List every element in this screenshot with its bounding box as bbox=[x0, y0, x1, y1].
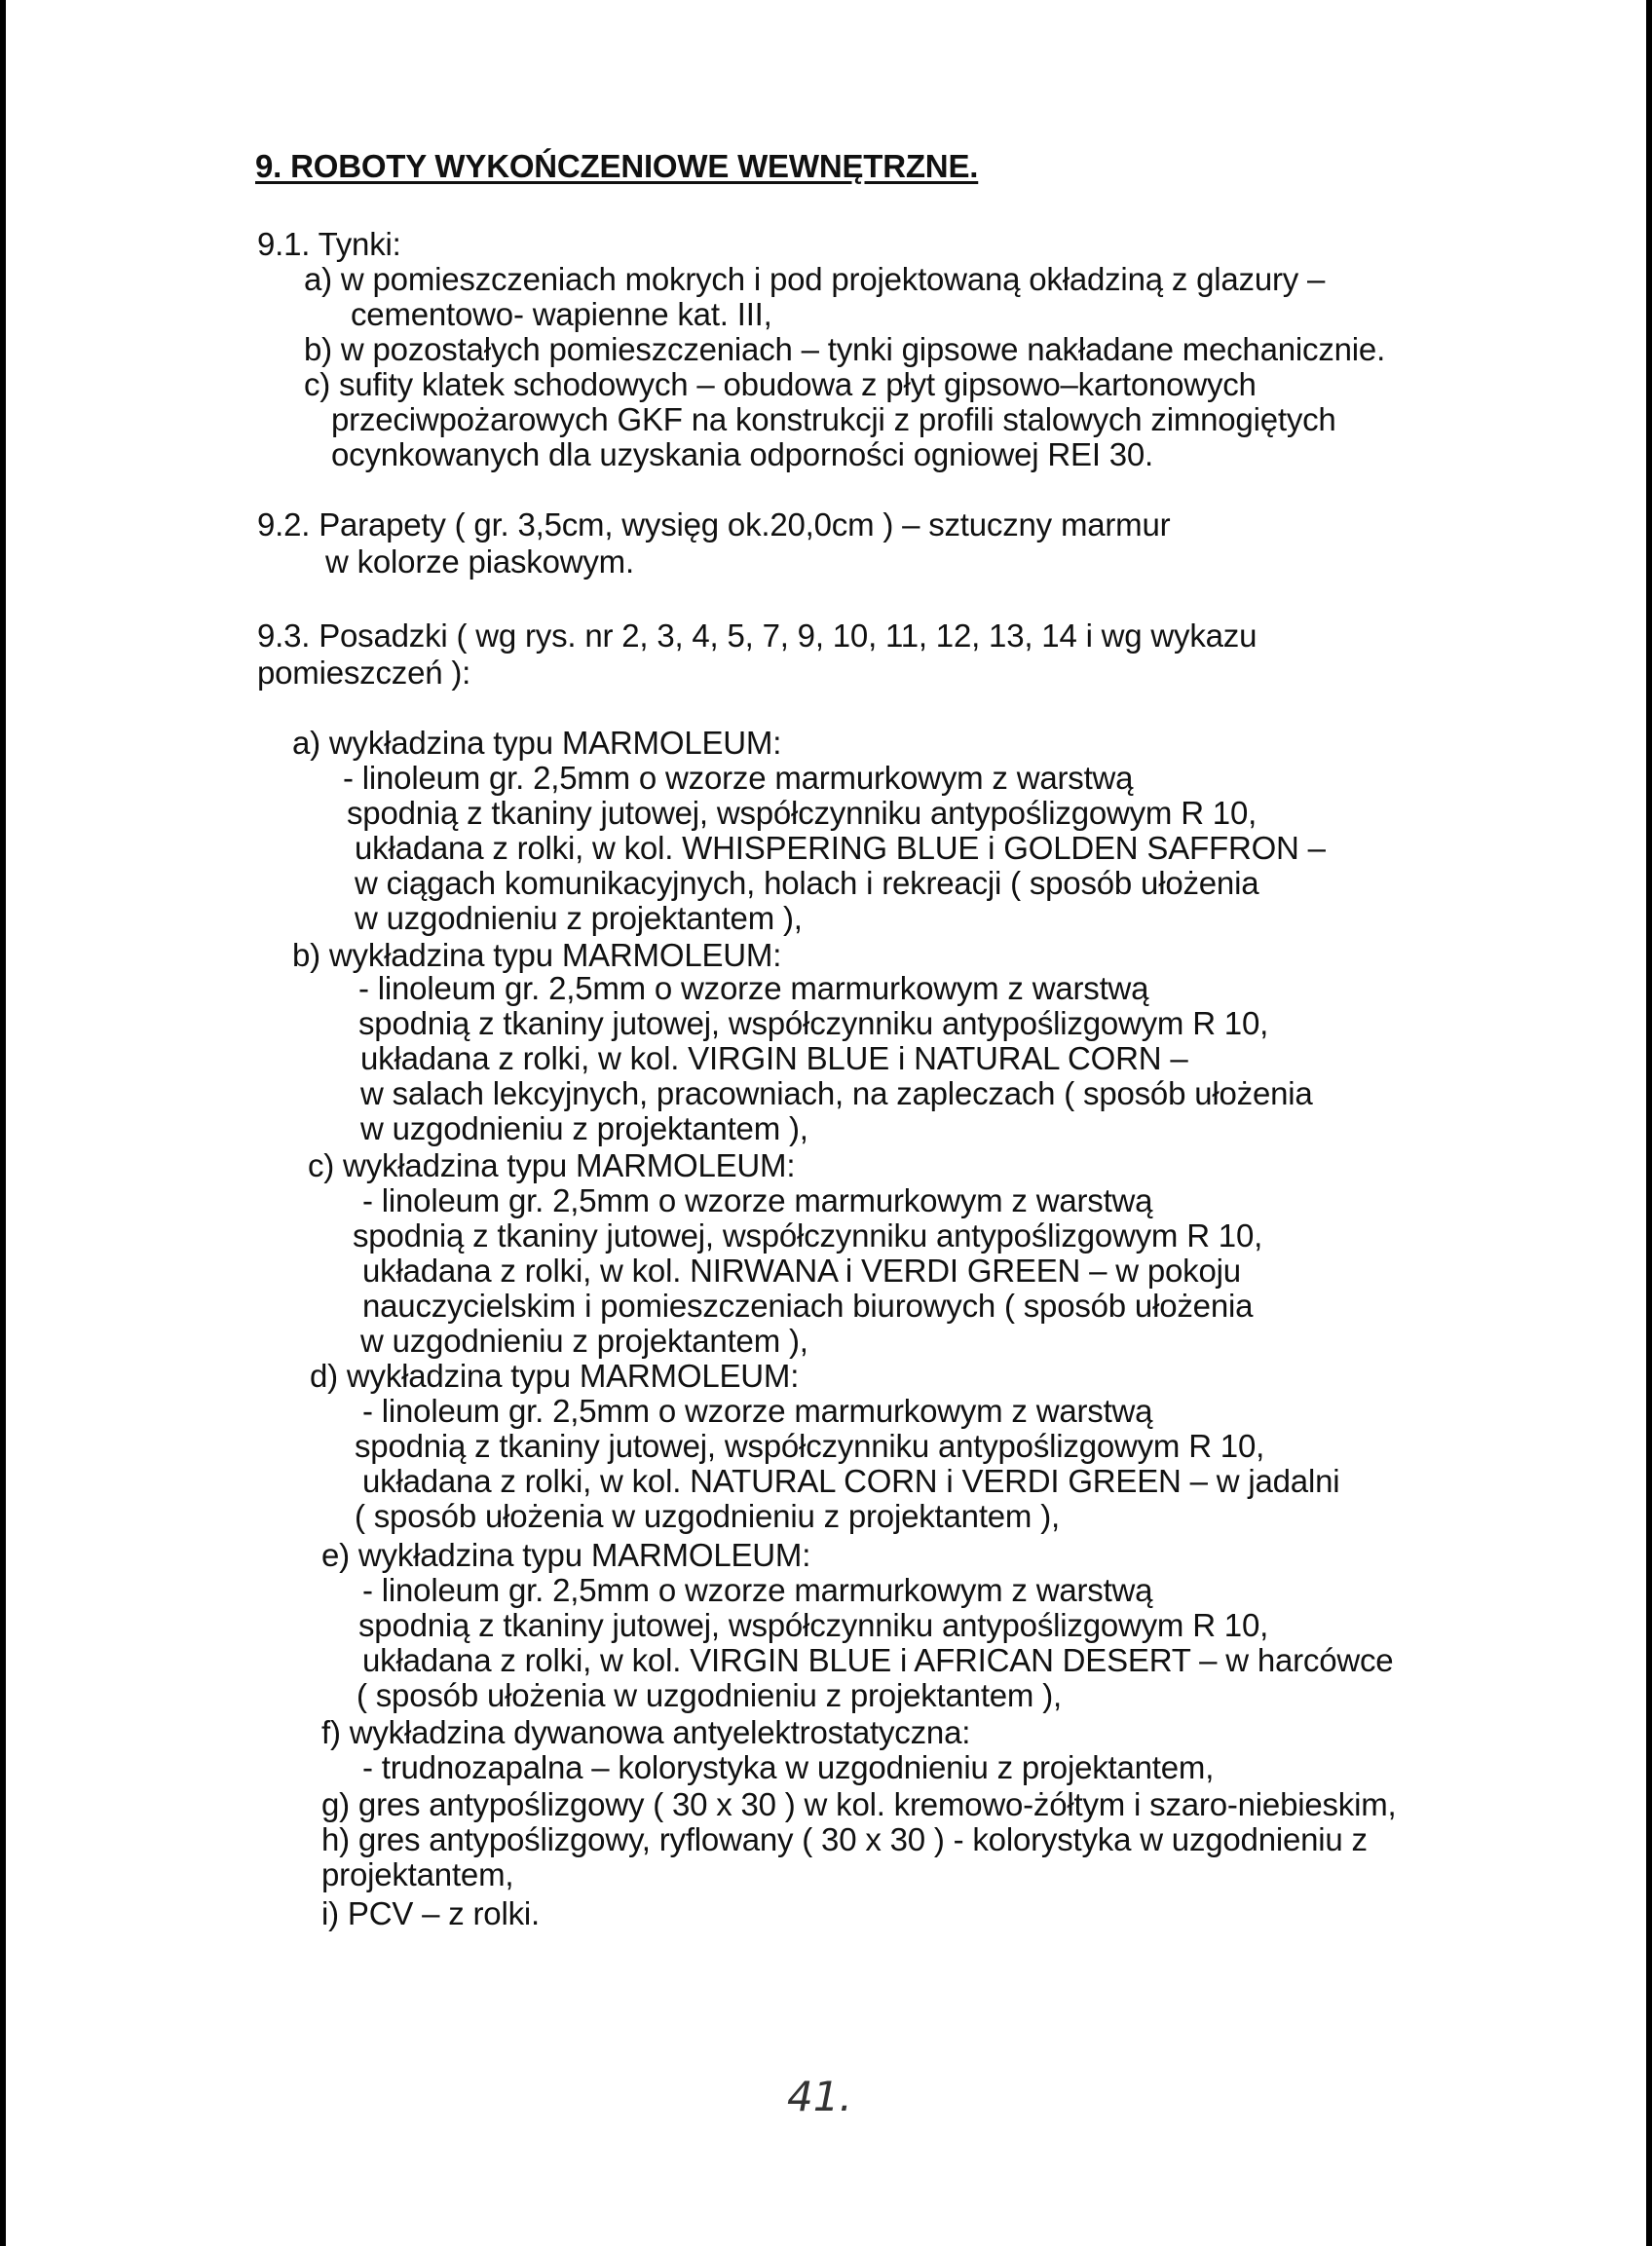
text-line: - linoleum gr. 2,5mm o wzorze marmurkowym z warstwą bbox=[362, 1393, 1153, 1429]
text-line: - linoleum gr. 2,5mm o wzorze marmurkowym z warstwą bbox=[362, 1182, 1153, 1218]
text-line: c) wykładzina typu MARMOLEUM: bbox=[308, 1147, 796, 1183]
text-line: w ciągach komunikacyjnych, holach i rekreacji ( sposób ułożenia bbox=[355, 865, 1259, 901]
text-line: - trudnozapalna – kolorystyka w uzgodnieniu z projektantem, bbox=[362, 1749, 1215, 1785]
text-line: projektantem, bbox=[321, 1856, 514, 1892]
text-line: cementowo- wapienne kat. III, bbox=[351, 296, 772, 332]
text-line: a) wykładzina typu MARMOLEUM: bbox=[292, 725, 782, 761]
text-line: układana z rolki, w kol. VIRGIN BLUE i AFRICAN DESERT – w harcówce bbox=[362, 1642, 1394, 1678]
text-line: 9.2. Parapety ( gr. 3,5cm, wysięg ok.20,0cm ) – sztuczny marmur bbox=[257, 506, 1171, 543]
text-line: układana z rolki, w kol. WHISPERING BLUE i GOLDEN SAFFRON – bbox=[355, 830, 1326, 866]
text-line: - linoleum gr. 2,5mm o wzorze marmurkowym z warstwą bbox=[343, 760, 1134, 796]
text-line: spodnią z tkaniny jutowej, współczynniku antypoślizgowym R 10, bbox=[358, 1607, 1269, 1643]
text-line: w kolorze piaskowym. bbox=[325, 543, 634, 580]
text-line: 9.1. Tynki: bbox=[257, 226, 401, 262]
text-line: w salach lekcyjnych, pracowniach, na zapleczach ( sposób ułożenia bbox=[360, 1075, 1313, 1111]
text-line: h) gres antypoślizgowy, ryflowany ( 30 x 30 ) - kolorystyka w uzgodnieniu z bbox=[321, 1821, 1368, 1857]
text-line: i) PCV – z rolki. bbox=[321, 1895, 540, 1931]
text-line: spodnią z tkaniny jutowej, współczynniku antypoślizgowym R 10, bbox=[353, 1217, 1263, 1254]
text-line: c) sufity klatek schodowych – obudowa z płyt gipsowo–kartonowych bbox=[304, 366, 1257, 402]
text-line: a) w pomieszczeniach mokrych i pod projektowaną okładziną z glazury – bbox=[304, 261, 1326, 297]
text-line: pomieszczeń ): bbox=[257, 655, 471, 691]
text-line: g) gres antypoślizgowy ( 30 x 30 ) w kol. kremowo-żółtym i szaro-niebieskim, bbox=[321, 1786, 1397, 1822]
text-line: b) wykładzina typu MARMOLEUM: bbox=[292, 937, 782, 973]
text-line: w uzgodnieniu z projektantem ), bbox=[355, 900, 803, 936]
text-line: - linoleum gr. 2,5mm o wzorze marmurkowym z warstwą bbox=[358, 970, 1149, 1006]
text-line: b) w pozostałych pomieszczeniach – tynki gipsowe nakładane mechanicznie. bbox=[304, 331, 1386, 367]
text-line: e) wykładzina typu MARMOLEUM: bbox=[321, 1537, 811, 1573]
scan-edge-left bbox=[0, 0, 6, 2246]
text-line: spodnią z tkaniny jutowej, współczynniku antypoślizgowym R 10, bbox=[355, 1428, 1265, 1464]
page-number: 41. bbox=[787, 2073, 852, 2120]
text-line: nauczycielskim i pomieszczeniach biurowych ( sposób ułożenia bbox=[362, 1288, 1254, 1324]
text-line: spodnią z tkaniny jutowej, współczynniku antypoślizgowym R 10, bbox=[347, 795, 1258, 831]
scan-edge-right bbox=[1646, 0, 1652, 2246]
text-line: układana z rolki, w kol. NIRWANA i VERDI GREEN – w pokoju bbox=[362, 1253, 1241, 1289]
text-line: f) wykładzina dywanowa antyelektrostatyczna: bbox=[321, 1714, 971, 1750]
text-line: ( sposób ułożenia w uzgodnieniu z projektantem ), bbox=[357, 1677, 1062, 1713]
text-line: przeciwpożarowych GKF na konstrukcji z profili stalowych zimnogiętych bbox=[331, 401, 1336, 437]
text-line: układana z rolki, w kol. NATURAL CORN i VERDI GREEN – w jadalni bbox=[362, 1463, 1340, 1499]
section-heading: 9. ROBOTY WYKOŃCZENIOWE WEWNĘTRZNE. bbox=[255, 148, 979, 184]
text-line: - linoleum gr. 2,5mm o wzorze marmurkowym z warstwą bbox=[362, 1572, 1153, 1608]
text-line: w uzgodnieniu z projektantem ), bbox=[360, 1323, 808, 1359]
text-line: ocynkowanych dla uzyskania odporności ogniowej REI 30. bbox=[331, 436, 1154, 472]
text-line: ( sposób ułożenia w uzgodnieniu z projektantem ), bbox=[355, 1498, 1060, 1534]
text-line: układana z rolki, w kol. VIRGIN BLUE i NATURAL CORN – bbox=[360, 1040, 1188, 1076]
text-line: w uzgodnieniu z projektantem ), bbox=[360, 1110, 808, 1146]
text-line: d) wykładzina typu MARMOLEUM: bbox=[310, 1358, 800, 1394]
text-line: spodnią z tkaniny jutowej, współczynniku antypoślizgowym R 10, bbox=[358, 1005, 1269, 1041]
text-line: 9.3. Posadzki ( wg rys. nr 2, 3, 4, 5, 7, 9, 10, 11, 12, 13, 14 i wg wykazu bbox=[257, 618, 1258, 654]
